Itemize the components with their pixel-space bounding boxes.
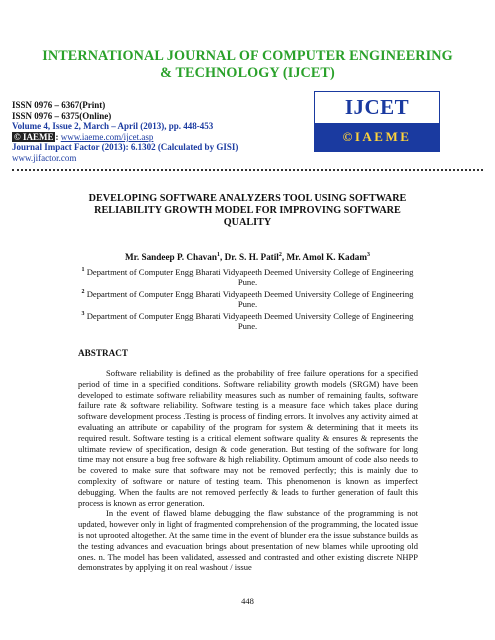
abstract-body xyxy=(78,368,418,573)
author-superscript: 3 xyxy=(367,252,370,258)
page-number: 448 xyxy=(241,596,254,606)
affiliation-superscript: 3 xyxy=(81,311,85,317)
journal-title xyxy=(40,48,455,82)
ijcet-logo xyxy=(314,91,440,152)
affiliation-superscript: 1 xyxy=(81,267,85,273)
publisher-separator: : xyxy=(55,131,61,142)
abstract-paragraph: In the event of flawed blame debugging the flaw substance of the programming is not updated, however only in light of fragmented comprehension of the programming, the located issue is not uprooted altogether. At the same time in the event of blunder era the issue substance builds as the testing advances and evacuation brings about presentation of new blames while uprooting old ones. n. The model has been validated, assessed and contrasted and other existing discrete NHPP demonstrates by applying it on real washout / issue xyxy=(78,508,418,573)
journal-metadata xyxy=(12,100,312,164)
affiliation-superscript: 2 xyxy=(81,289,85,295)
author-separator: , xyxy=(281,252,287,263)
author-superscript: 2 xyxy=(278,252,282,258)
abstract-heading: ABSTRACT xyxy=(78,348,129,358)
author-superscript: 1 xyxy=(216,252,220,258)
affiliation-text: Department of Computer Engg Bharati Vidyapeeth Deemed University College of Engineering Pune. xyxy=(86,310,414,332)
iaeme-badge: © IAEME xyxy=(14,131,54,142)
affiliation-3 xyxy=(80,309,415,332)
affiliation-text: Department of Computer Engg Bharati Vidyapeeth Deemed University College of Engineering Pune. xyxy=(86,266,414,288)
logo-ijcet-text: IJCET xyxy=(344,95,410,119)
author-line xyxy=(60,250,435,263)
volume-info: Volume 4, Issue 2, March – April (2013), pp. 448-453 xyxy=(12,121,214,132)
author-separator: , xyxy=(219,252,225,263)
author-name: Dr. S. H. Patil xyxy=(224,252,279,263)
publisher-line xyxy=(12,132,312,143)
impact-factor: Journal Impact Factor (2013): 6.1302 (Calculated by GISI) xyxy=(12,142,239,153)
author-name: Mr. Sandeep P. Chavan xyxy=(124,252,217,263)
author-name: Mr. Amol K. Kadam xyxy=(286,252,367,263)
paper-title: DEVELOPING SOFTWARE ANALYZERS TOOL USING SOFTWARE RELIABILITY GROWTH MODEL FOR IMPROVING SOFTWARE QUALITY xyxy=(88,193,407,228)
journal-title-line1: INTERNATIONAL JOURNAL OF COMPUTER ENGINEERING xyxy=(42,48,453,64)
issn-online: ISSN 0976 – 6375(Online) xyxy=(12,110,112,121)
logo-iaeme-text: ©IAEME xyxy=(315,123,439,151)
abstract-paragraph: Software reliability is defined as the probability of free failure operations for a specified period of time in a specified conditions. Software reliability growth models (SRGM) have been developed to estimate software reliability measures such as number of remaining faults, software failure rate & software reliability. Software testing is a measure face which takes place during software development process .Testing is process of finding errors. It involves any activity aimed at evaluating an attribute or capability of the program for system & determining that it meets its required result. Software testing is a critical element software quality & ensures & represents the ultimate review of specification, design & code generation. But testing of the software for long time may not ensure a bug free software & high reliability. Optimum amount of code also needs to be covered to make sure that software may not be removed perfectly; this is mainly due to complexity of software or nature of testing team. This phenomenon is known as imperfect debugging. When the faults are not removed perfectly & leads to further generation of fault this process is known as error generation. xyxy=(78,368,418,508)
journal-title-line2: & TECHNOLOGY (IJCET) xyxy=(160,65,335,81)
affiliation-text: Department of Computer Engg Bharati Vidyapeeth Deemed University College of Engineering Pune. xyxy=(86,288,414,310)
iaeme-link[interactable]: www.iaeme.com/ijcet.asp xyxy=(60,131,154,142)
issn-print: ISSN 0976 – 6367(Print) xyxy=(12,100,106,110)
affiliation-2 xyxy=(80,287,415,310)
header-divider xyxy=(12,169,483,171)
affiliation-1 xyxy=(80,265,415,288)
jifactor-link[interactable]: www.jifactor.com xyxy=(12,152,77,163)
